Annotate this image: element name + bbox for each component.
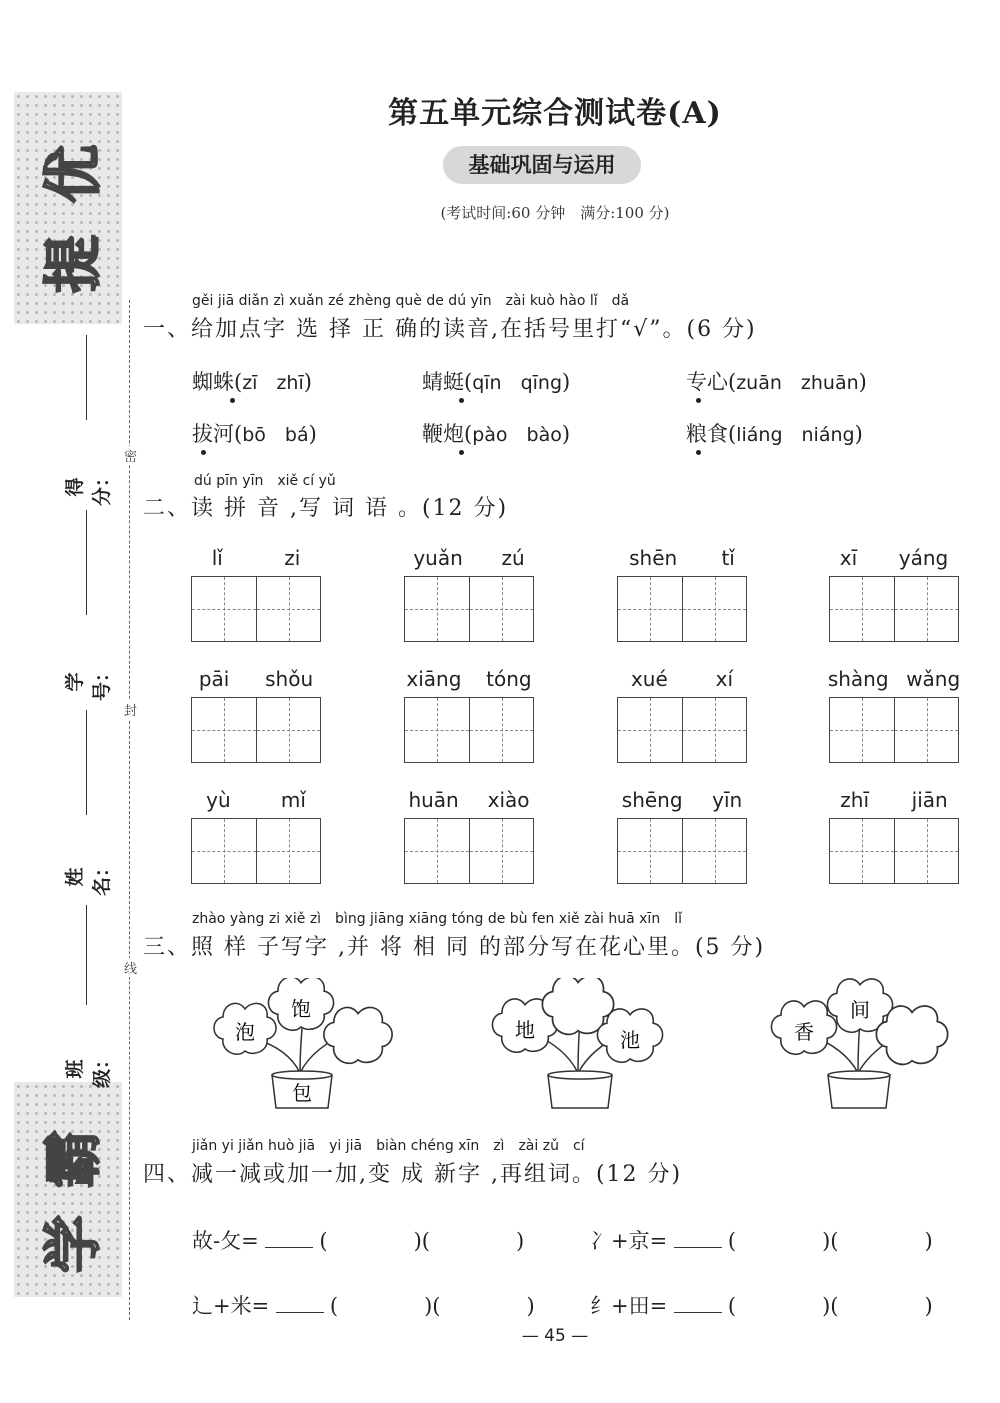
pinyin-syllable: xí	[715, 667, 734, 691]
flower-pot-char: 包	[292, 1081, 312, 1105]
page-number: — 45 —	[521, 1326, 589, 1346]
tian-grid[interactable]	[404, 818, 534, 884]
q3-heading: 三、照 样 子写字 ,并 将 相 同 的部分写在花心里。(5 分)	[143, 935, 766, 960]
grid-pinyin	[607, 546, 757, 570]
tian-grid[interactable]	[191, 818, 321, 884]
q1-options[interactable]: zuān zhuān	[736, 372, 859, 394]
pinyin-syllable: shēng	[621, 788, 683, 812]
field-line	[86, 335, 87, 420]
badge-char: 优	[39, 144, 107, 204]
field-line	[86, 710, 87, 815]
q2-pinyin: dú pīn yīn xiě cí yǔ	[194, 473, 336, 489]
grid-pinyin	[394, 667, 544, 691]
pinyin-syllable: shēn	[629, 546, 678, 570]
emphasis-dot	[201, 450, 206, 455]
tian-grid[interactable]	[829, 818, 959, 884]
emphasis-dot	[459, 398, 464, 403]
q4-equation: 冫+京=	[590, 1229, 668, 1253]
flower-diagram-3	[771, 979, 947, 1108]
answer-blank[interactable]	[674, 1247, 722, 1248]
seal-char-xian: 线	[124, 958, 137, 977]
class-label: 班级：	[64, 1050, 113, 1089]
pinyin-syllable: shǒu	[265, 667, 314, 691]
pinyin-syllable: xiāng	[406, 667, 462, 691]
field-line	[86, 905, 87, 1005]
q1-item: 蜻蜓(qīn qīng)	[422, 370, 571, 394]
emphasis-dot	[696, 398, 701, 403]
q4-item: 纟+田= ( )( )	[590, 1294, 933, 1318]
grid-pinyin	[181, 667, 331, 691]
pinyin-syllable: zú	[501, 546, 525, 570]
q1-item: 鞭炮(pào bào)	[422, 422, 571, 446]
bottom-badge	[14, 1082, 122, 1297]
flower-petal-top: 饱	[291, 997, 311, 1021]
tian-grid[interactable]	[404, 576, 534, 642]
flower-pots	[200, 978, 960, 1113]
q4-equation: 纟+田=	[590, 1294, 668, 1318]
flower-petal-top: 间	[850, 998, 870, 1022]
grid-pinyin	[819, 788, 969, 812]
flower-diagram-1	[214, 978, 392, 1108]
pinyin-syllable: lǐ	[211, 546, 223, 570]
q1-options[interactable]: liáng niáng	[736, 424, 855, 446]
pinyin-syllable: xué	[630, 667, 668, 691]
flower-petal-left: 泡	[235, 1020, 255, 1044]
tian-grid[interactable]	[829, 576, 959, 642]
grid-pinyin	[394, 546, 544, 570]
pinyin-syllable: xī	[839, 546, 858, 570]
exam-info: (考试时间:60 分钟 满分:100 分)	[440, 204, 670, 222]
grid-pinyin	[819, 667, 969, 691]
tian-grid[interactable]	[617, 576, 747, 642]
q1-word: 专心	[686, 370, 728, 394]
page-title: 第五单元综合测试卷(A)	[388, 96, 722, 131]
flower-petal-left: 香	[794, 1020, 814, 1044]
q1-word: 蜻蜓	[422, 370, 464, 394]
q1-options[interactable]: zī zhī	[242, 372, 304, 394]
q1-word: 鞭炮	[422, 422, 464, 446]
q1-word: 蜘蛛	[192, 370, 234, 394]
q1-word: 粮食	[686, 422, 728, 446]
grid-pinyin	[607, 667, 757, 691]
tian-grid[interactable]	[404, 697, 534, 763]
q1-options[interactable]: pào bào	[472, 424, 562, 446]
tian-grid[interactable]	[191, 697, 321, 763]
tian-grid[interactable]	[191, 576, 321, 642]
pinyin-syllable: yīn	[712, 788, 743, 812]
q1-item: 拔河(bō bá)	[192, 422, 317, 446]
q2-heading: 二、读 拼 音 ,写 词 语 。(12 分)	[143, 496, 509, 521]
q4-pinyin: jiǎn yi jiǎn huò jiā yi jiā biàn chéng xīn zì zài zǔ cí	[192, 1138, 585, 1154]
grid-pinyin	[181, 546, 331, 570]
field-line	[86, 510, 87, 615]
pinyin-syllable: wǎng	[906, 667, 961, 691]
tian-grid[interactable]	[617, 697, 747, 763]
emphasis-dot	[696, 450, 701, 455]
q1-item: 粮食(liáng niáng)	[686, 422, 863, 446]
pinyin-syllable: tǐ	[721, 546, 735, 570]
pinyin-syllable: shàng	[827, 667, 889, 691]
tian-grid[interactable]	[829, 697, 959, 763]
q1-heading: 一、给加点字 选 择 正 确的读音,在括号里打“√”。(6 分)	[143, 317, 757, 342]
q1-word: 拔河	[192, 422, 234, 446]
q4-equation: 故-攵=	[192, 1229, 259, 1253]
q3-pinyin: zhào yàng zi xiě zì bìng jiāng xiāng tóng de bù fen xiě zài huā xīn lǐ	[192, 911, 682, 927]
answer-blank[interactable]	[674, 1312, 722, 1313]
pinyin-syllable: mǐ	[280, 788, 306, 812]
pinyin-syllable: yuǎn	[413, 546, 463, 570]
q1-item: 蜘蛛(zī zhī)	[192, 370, 312, 394]
pinyin-syllable: zhī	[840, 788, 870, 812]
q4-heading: 四、减一减或加一加,变 成 新字 ,再组词。(12 分)	[143, 1162, 683, 1187]
badge-char: 学	[39, 1214, 107, 1274]
student-no-label: 学号：	[64, 663, 113, 702]
seal-char-mi: 密	[124, 446, 137, 465]
pinyin-syllable: yù	[206, 788, 231, 812]
pinyin-syllable: huān	[408, 788, 459, 812]
flower-petal-left: 地	[515, 1018, 535, 1042]
flower-diagram-2	[492, 978, 662, 1108]
answer-blank[interactable]	[276, 1312, 324, 1313]
badge-char: 提	[39, 234, 107, 294]
badge-char: 霸	[39, 1129, 107, 1189]
q1-options[interactable]: qīn qīng	[472, 372, 563, 394]
grid-pinyin	[607, 788, 757, 812]
tian-grid[interactable]	[617, 818, 747, 884]
q1-item: 专心(zuān zhuān)	[686, 370, 867, 394]
pinyin-syllable: pāi	[198, 667, 230, 691]
q1-options[interactable]: bō bá	[242, 424, 309, 446]
answer-blank[interactable]	[265, 1247, 313, 1248]
emphasis-dot	[459, 450, 464, 455]
seal-char-feng: 封	[124, 700, 137, 719]
name-label: 姓名：	[64, 858, 113, 897]
score-label: 得分：	[64, 468, 113, 507]
flower-petal-right: 池	[620, 1028, 640, 1052]
q1-pinyin: gěi jiā diǎn zì xuǎn zé zhèng què de dú yīn zài kuò hào lǐ dǎ	[192, 293, 630, 309]
grid-pinyin	[394, 788, 544, 812]
emphasis-dot	[230, 398, 235, 403]
pinyin-syllable: yáng	[898, 546, 949, 570]
pinyin-syllable: zi	[284, 546, 301, 570]
q4-equation: 辶+米=	[192, 1294, 270, 1318]
pinyin-syllable: jiān	[911, 788, 948, 812]
pinyin-syllable: xiào	[487, 788, 530, 812]
q4-item: 故-攵= ( )( )	[192, 1229, 525, 1253]
subtitle-pill: 基础巩固与运用	[443, 146, 641, 184]
pinyin-syllable: tóng	[486, 667, 532, 691]
q4-item: 辶+米= ( )( )	[192, 1294, 535, 1318]
q4-item: 冫+京= ( )( )	[590, 1229, 933, 1253]
grid-pinyin	[819, 546, 969, 570]
grid-pinyin	[181, 788, 331, 812]
